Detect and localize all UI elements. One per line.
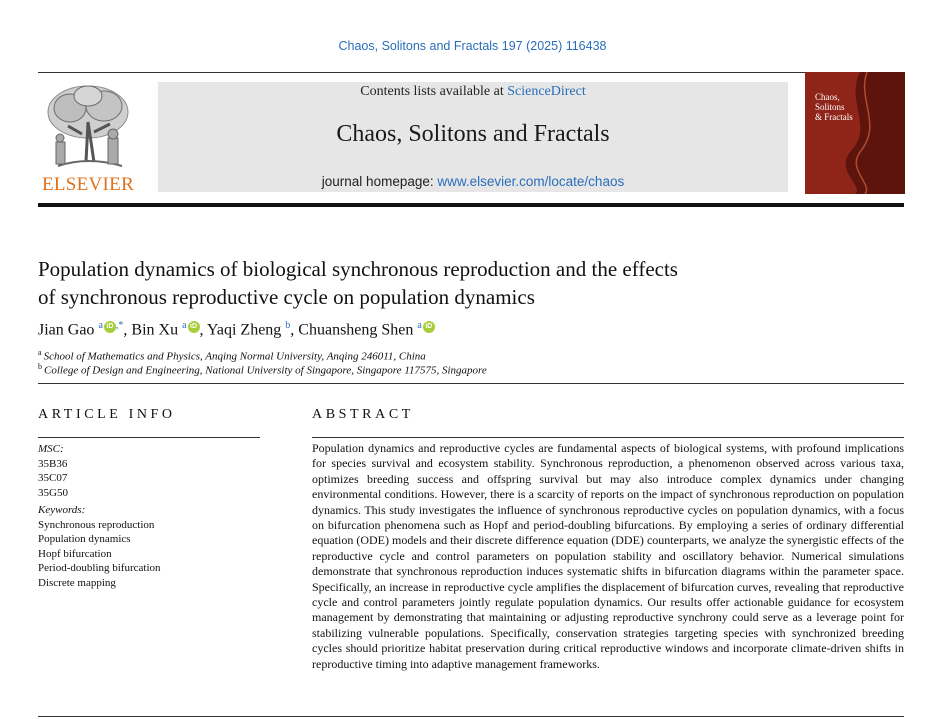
author-name[interactable]: Bin Xu	[131, 321, 179, 339]
author-affiliation-sup[interactable]: b	[285, 320, 291, 331]
keywords-label: Keywords:	[38, 504, 86, 516]
abstract-heading: ABSTRACT	[312, 407, 414, 422]
header-thick-rule	[38, 203, 904, 207]
journal-name: Chaos, Solitons and Fractals	[336, 121, 610, 147]
abstract-rule	[312, 437, 904, 438]
contents-line	[158, 84, 788, 100]
orcid-icon[interactable]: iD	[188, 321, 200, 333]
affiliation	[38, 362, 888, 377]
author-name[interactable]: Chuansheng Shen	[298, 321, 414, 339]
homepage-prefix: journal homepage:	[321, 174, 438, 189]
homepage-line	[158, 174, 788, 189]
cover-title-line1: Chaos,	[815, 92, 840, 102]
author-affiliation-sup[interactable]: a	[417, 320, 422, 331]
msc-code: 35B36	[38, 457, 68, 470]
msc-label: MSC:	[38, 443, 64, 455]
keyword: Hopf bifurcation	[38, 547, 112, 560]
section-rule	[38, 383, 904, 384]
article-title-line1: Population dynamics of biological synchronous reproduction and the effects	[38, 257, 678, 281]
elsevier-wordmark: ELSEVIER	[41, 174, 135, 195]
author-name[interactable]: Yaqi Zheng	[206, 321, 282, 339]
affiliation-text: College of Design and Engineering, National University of Singapore, Singapore 117575, Singapore	[44, 364, 487, 377]
affiliation-label: a	[38, 348, 42, 357]
msc-block	[38, 442, 68, 500]
article-info-heading: ARTICLE INFO	[38, 407, 176, 422]
msc-code: 35C07	[38, 472, 68, 485]
affiliation	[38, 348, 888, 363]
article-info-rule	[38, 437, 260, 438]
corresponding-author-mark[interactable]: ,*	[115, 320, 124, 331]
keyword: Period-doubling bifurcation	[38, 562, 161, 575]
sciencedirect-link[interactable]: ScienceDirect	[507, 84, 586, 99]
author-list: Jian Gao $^a$ iD ,*, Bin Xu $^a$ iD , Yaqi Zheng $^b$, Chuansheng Shen $^a$ iD	[38, 320, 888, 339]
author-affiliation-sup[interactable]: a	[182, 320, 187, 331]
bottom-rule	[38, 716, 904, 717]
affiliation-text: School of Mathematics and Physics, Anqing Normal University, Anqing 246011, China	[43, 350, 426, 363]
author-name[interactable]: Jian Gao	[38, 321, 95, 339]
msc-code: 35G50	[38, 486, 68, 499]
article-title-line2: of synchronous reproductive cycle on population dynamics	[38, 285, 535, 309]
orcid-icon[interactable]: iD	[423, 321, 435, 333]
orcid-icon[interactable]: iD	[104, 321, 116, 333]
cover-title-line3: & Fractals	[815, 112, 853, 122]
cover-title-line2: Solitons	[815, 102, 845, 112]
author-affiliation-sup[interactable]: a	[98, 320, 103, 331]
keywords-block	[38, 503, 161, 591]
article-title	[38, 255, 858, 311]
keyword: Discrete mapping	[38, 576, 116, 589]
journal-cover-thumbnail[interactable]	[805, 72, 905, 194]
keyword: Synchronous reproduction	[38, 518, 155, 531]
abstract-text: Population dynamics and reproductive cycles are fundamental aspects of biological systems, with profound implications for species survival and ecosystem stability. Synchronous reproduction, a phenomenon observed across various taxa, optimizes breeding success and offspring survival but may also introduce complex dynamics under changing environmental conditions. However, there is a scarcity of reports on the impact of synchronous reproduction on population dynamics. This study investigates the influence of synchronous reproductive cycles on population dynamics, with a focus on bifurcation phenomena such as Hopf and period-doubling bifurcations. By employing a series of ordinary differential equation (ODE) models and their discrete difference equation (DDE) counterparts, we analyze the synergistic effects of the reproductive cycle and control parameters on population stability and oscillatory behavior. Numerical simulations demonstrate that synchronous reproduction induces systematic shifts in bifurcation diagrams within the parameter space. Specifically, an increase in reproductive cycle amplifies the displacement of bifurcation curves, revealing that reproductive cycle and control parameters jointly regulate population dynamics. Our results offer actionable guidance for ecosystem management by demonstrating that maintaining or adjusting reproductive synchrony could serve as a leverage point for stabilizing vulnerable populations. Specifically, conservation strategies targeting species with synchronized breeding cycles should prioritize habitat preservation during critical reproductive windows and incorporate climate-driven shifts in reproductive timing into adaptive management frameworks.	[312, 441, 904, 671]
keyword: Population dynamics	[38, 533, 131, 546]
journal-citation[interactable]: Chaos, Solitons and Fractals 197 (2025) 116438	[338, 39, 607, 53]
affiliation-label: b	[38, 362, 42, 371]
journal-homepage-link[interactable]: www.elsevier.com/locate/chaos	[437, 174, 625, 189]
header-top-rule	[38, 72, 904, 73]
contents-prefix: Contents lists available at	[360, 84, 508, 99]
